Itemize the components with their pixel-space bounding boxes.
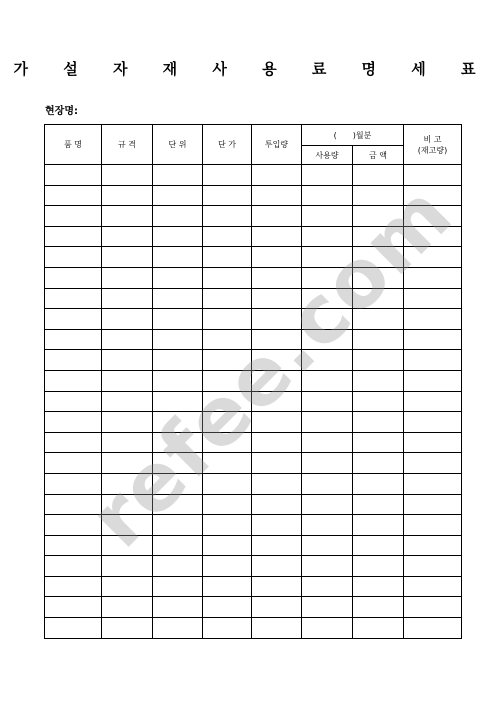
table-cell[interactable] <box>153 329 203 350</box>
table-cell[interactable] <box>404 350 462 371</box>
table-row <box>45 391 462 412</box>
table-cell[interactable] <box>102 473 153 494</box>
table-cell[interactable] <box>102 288 153 309</box>
table-cell[interactable] <box>353 247 404 268</box>
table-cell[interactable] <box>203 432 252 453</box>
table-cell[interactable] <box>45 576 102 597</box>
table-cell[interactable] <box>252 453 302 474</box>
table-cell[interactable] <box>45 473 102 494</box>
table-cell[interactable] <box>153 247 203 268</box>
table-cell[interactable] <box>353 391 404 412</box>
table-cell[interactable] <box>252 432 302 453</box>
table-cell[interactable] <box>302 247 353 268</box>
table-cell[interactable] <box>353 556 404 577</box>
table-cell[interactable] <box>252 535 302 556</box>
table-cell[interactable] <box>102 370 153 391</box>
table-cell[interactable] <box>203 370 252 391</box>
table-cell[interactable] <box>252 185 302 206</box>
table-cell[interactable] <box>302 618 353 639</box>
table-cell[interactable] <box>153 165 203 186</box>
header-usage-qty: 사용량 <box>302 146 353 165</box>
table-cell[interactable] <box>252 618 302 639</box>
table-cell[interactable] <box>45 453 102 474</box>
table-cell[interactable] <box>302 576 353 597</box>
table-cell[interactable] <box>252 597 302 618</box>
table-row <box>45 535 462 556</box>
table-cell[interactable] <box>252 165 302 186</box>
table-cell[interactable] <box>353 412 404 433</box>
table-row <box>45 473 462 494</box>
table-cell[interactable] <box>302 350 353 371</box>
table-cell[interactable] <box>252 494 302 515</box>
header-remarks: 비 고 (재고량) <box>404 125 462 165</box>
table-cell[interactable] <box>252 206 302 227</box>
table-cell[interactable] <box>302 185 353 206</box>
table-cell[interactable] <box>353 473 404 494</box>
table-row <box>45 350 462 371</box>
table-cell[interactable] <box>45 309 102 330</box>
table-cell[interactable] <box>102 556 153 577</box>
table-cell[interactable] <box>203 288 252 309</box>
header-unit-price: 단 가 <box>203 125 252 165</box>
table-cell[interactable] <box>45 618 102 639</box>
table-cell[interactable] <box>102 432 153 453</box>
table-row <box>45 329 462 350</box>
table-cell[interactable] <box>45 556 102 577</box>
table-row <box>45 515 462 536</box>
table-row <box>45 432 462 453</box>
table-cell[interactable] <box>353 618 404 639</box>
table-cell[interactable] <box>353 432 404 453</box>
table-row <box>45 165 462 186</box>
table-cell[interactable] <box>302 412 353 433</box>
table-cell[interactable] <box>353 185 404 206</box>
table-row <box>45 370 462 391</box>
table-cell[interactable] <box>404 329 462 350</box>
table-cell[interactable] <box>102 412 153 433</box>
table-cell[interactable] <box>45 165 102 186</box>
table-row <box>45 309 462 330</box>
table-cell[interactable] <box>404 432 462 453</box>
table-cell[interactable] <box>153 226 203 247</box>
table-cell[interactable] <box>353 494 404 515</box>
header-spec: 규 격 <box>102 125 153 165</box>
table-cell[interactable] <box>203 309 252 330</box>
table-cell[interactable] <box>45 535 102 556</box>
table-cell[interactable] <box>252 515 302 536</box>
table-cell[interactable] <box>302 288 353 309</box>
table-cell[interactable] <box>404 515 462 536</box>
table-cell[interactable] <box>45 350 102 371</box>
table-cell[interactable] <box>153 432 203 453</box>
table-row <box>45 618 462 639</box>
table-cell[interactable] <box>353 515 404 536</box>
table-cell[interactable] <box>203 247 252 268</box>
table-cell[interactable] <box>404 391 462 412</box>
table-cell[interactable] <box>203 185 252 206</box>
table-cell[interactable] <box>203 473 252 494</box>
table-cell[interactable] <box>153 618 203 639</box>
table-cell[interactable] <box>252 391 302 412</box>
table-cell[interactable] <box>252 350 302 371</box>
table-row <box>45 267 462 288</box>
table-cell[interactable] <box>404 226 462 247</box>
table-cell[interactable] <box>153 350 203 371</box>
table-cell[interactable] <box>45 494 102 515</box>
table-cell[interactable] <box>153 288 203 309</box>
table-cell[interactable] <box>203 597 252 618</box>
table-cell[interactable] <box>404 165 462 186</box>
table-cell[interactable] <box>153 556 203 577</box>
table-cell[interactable] <box>302 597 353 618</box>
table-cell[interactable] <box>153 412 203 433</box>
table-cell[interactable] <box>153 370 203 391</box>
table-cell[interactable] <box>153 597 203 618</box>
header-unit: 단 위 <box>153 125 203 165</box>
table-cell[interactable] <box>302 453 353 474</box>
table-cell[interactable] <box>252 576 302 597</box>
table-cell[interactable] <box>302 226 353 247</box>
site-name-label: 현장명: <box>45 106 78 117</box>
table-cell[interactable] <box>45 329 102 350</box>
table-cell[interactable] <box>203 329 252 350</box>
table-cell[interactable] <box>404 309 462 330</box>
table-cell[interactable] <box>153 576 203 597</box>
watermark-text: refee.com <box>71 166 471 565</box>
table-cell[interactable] <box>153 391 203 412</box>
table-cell[interactable] <box>203 267 252 288</box>
table-cell[interactable] <box>102 350 153 371</box>
table-cell[interactable] <box>404 576 462 597</box>
table-cell[interactable] <box>102 309 153 330</box>
table-cell[interactable] <box>404 370 462 391</box>
table-cell[interactable] <box>302 391 353 412</box>
table-cell[interactable] <box>45 412 102 433</box>
table-cell[interactable] <box>404 206 462 227</box>
table-cell[interactable] <box>45 370 102 391</box>
table-cell[interactable] <box>404 185 462 206</box>
table-cell[interactable] <box>45 597 102 618</box>
table-cell[interactable] <box>302 556 353 577</box>
table-cell[interactable] <box>203 535 252 556</box>
table-cell[interactable] <box>302 267 353 288</box>
table-cell[interactable] <box>252 412 302 433</box>
table-cell[interactable] <box>252 288 302 309</box>
table-cell[interactable] <box>45 185 102 206</box>
table-cell[interactable] <box>353 370 404 391</box>
table-cell[interactable] <box>404 288 462 309</box>
table-cell[interactable] <box>353 597 404 618</box>
table-cell[interactable] <box>45 515 102 536</box>
table-cell[interactable] <box>102 267 153 288</box>
table-row <box>45 288 462 309</box>
table-cell[interactable] <box>302 535 353 556</box>
table-cell[interactable] <box>45 226 102 247</box>
table-cell[interactable] <box>102 494 153 515</box>
table-cell[interactable] <box>252 309 302 330</box>
table-cell[interactable] <box>203 556 252 577</box>
table-cell[interactable] <box>203 206 252 227</box>
table-cell[interactable] <box>302 370 353 391</box>
table-cell[interactable] <box>153 494 203 515</box>
table-cell[interactable] <box>203 515 252 536</box>
table-cell[interactable] <box>102 515 153 536</box>
table-cell[interactable] <box>45 267 102 288</box>
table-cell[interactable] <box>404 556 462 577</box>
table-cell[interactable] <box>203 226 252 247</box>
table-cell[interactable] <box>203 350 252 371</box>
table-cell[interactable] <box>302 473 353 494</box>
table-cell[interactable] <box>45 432 102 453</box>
header-item: 품 명 <box>45 125 102 165</box>
table-cell[interactable] <box>252 247 302 268</box>
table-cell[interactable] <box>102 597 153 618</box>
table-cell[interactable] <box>102 329 153 350</box>
table-cell[interactable] <box>102 226 153 247</box>
table-cell[interactable] <box>353 309 404 330</box>
table-cell[interactable] <box>353 329 404 350</box>
table-cell[interactable] <box>203 576 252 597</box>
table-cell[interactable] <box>102 206 153 227</box>
table-cell[interactable] <box>153 206 203 227</box>
table-cell[interactable] <box>404 494 462 515</box>
table-cell[interactable] <box>153 267 203 288</box>
table-row <box>45 206 462 227</box>
table-cell[interactable] <box>404 473 462 494</box>
table-cell[interactable] <box>153 535 203 556</box>
table-cell[interactable] <box>353 288 404 309</box>
table-cell[interactable] <box>102 165 153 186</box>
table-cell[interactable] <box>353 226 404 247</box>
table-cell[interactable] <box>404 247 462 268</box>
table-cell[interactable] <box>353 165 404 186</box>
table-cell[interactable] <box>302 309 353 330</box>
table-cell[interactable] <box>353 576 404 597</box>
table-cell[interactable] <box>252 556 302 577</box>
table-cell[interactable] <box>45 288 102 309</box>
table-cell[interactable] <box>153 515 203 536</box>
table-row <box>45 494 462 515</box>
table-cell[interactable] <box>102 391 153 412</box>
table-cell[interactable] <box>353 350 404 371</box>
header-input-qty: 투입량 <box>252 125 302 165</box>
table-cell[interactable] <box>404 453 462 474</box>
table-row <box>45 247 462 268</box>
table-cell[interactable] <box>203 165 252 186</box>
usage-fee-table <box>44 124 471 639</box>
table-cell[interactable] <box>153 309 203 330</box>
table-cell[interactable] <box>102 185 153 206</box>
table-cell[interactable] <box>302 494 353 515</box>
table-cell[interactable] <box>203 412 252 433</box>
table-row <box>45 412 462 433</box>
table-cell[interactable] <box>102 247 153 268</box>
header-amount: 금 액 <box>353 146 404 165</box>
table-cell[interactable] <box>203 494 252 515</box>
table-cell[interactable] <box>404 618 462 639</box>
table-cell[interactable] <box>203 391 252 412</box>
table-cell[interactable] <box>153 473 203 494</box>
table-body <box>45 165 471 639</box>
table-cell[interactable] <box>353 453 404 474</box>
table-cell[interactable] <box>203 453 252 474</box>
table-cell[interactable] <box>153 185 203 206</box>
table-cell[interactable] <box>102 453 153 474</box>
table-row <box>45 453 462 474</box>
table-cell[interactable] <box>252 473 302 494</box>
table-cell[interactable] <box>153 453 203 474</box>
table-row <box>45 226 462 247</box>
table-row <box>45 556 462 577</box>
table-cell[interactable] <box>404 535 462 556</box>
table-cell[interactable] <box>252 226 302 247</box>
table-cell[interactable] <box>302 515 353 536</box>
table-cell[interactable] <box>102 535 153 556</box>
table-cell[interactable] <box>203 618 252 639</box>
table-cell[interactable] <box>45 391 102 412</box>
table-cell[interactable] <box>252 329 302 350</box>
table-cell[interactable] <box>353 267 404 288</box>
table-cell[interactable] <box>102 618 153 639</box>
table-cell[interactable] <box>302 165 353 186</box>
table-cell[interactable] <box>252 267 302 288</box>
table-cell[interactable] <box>45 247 102 268</box>
table-cell[interactable] <box>252 370 302 391</box>
table-row <box>45 597 462 618</box>
table-cell[interactable] <box>404 597 462 618</box>
table-cell[interactable] <box>404 267 462 288</box>
table-row <box>45 576 462 597</box>
table-cell[interactable] <box>404 412 462 433</box>
table-cell[interactable] <box>45 206 102 227</box>
table-cell[interactable] <box>302 206 353 227</box>
table-cell[interactable] <box>353 535 404 556</box>
page-title: 가 설 자 재 사 용 료 명 세 표 <box>13 60 491 78</box>
table-cell[interactable] <box>302 329 353 350</box>
table-cell[interactable] <box>353 206 404 227</box>
table-cell[interactable] <box>302 432 353 453</box>
header-month-group: ( )월분 <box>302 125 404 146</box>
table-cell[interactable] <box>102 576 153 597</box>
table-row <box>45 185 462 206</box>
